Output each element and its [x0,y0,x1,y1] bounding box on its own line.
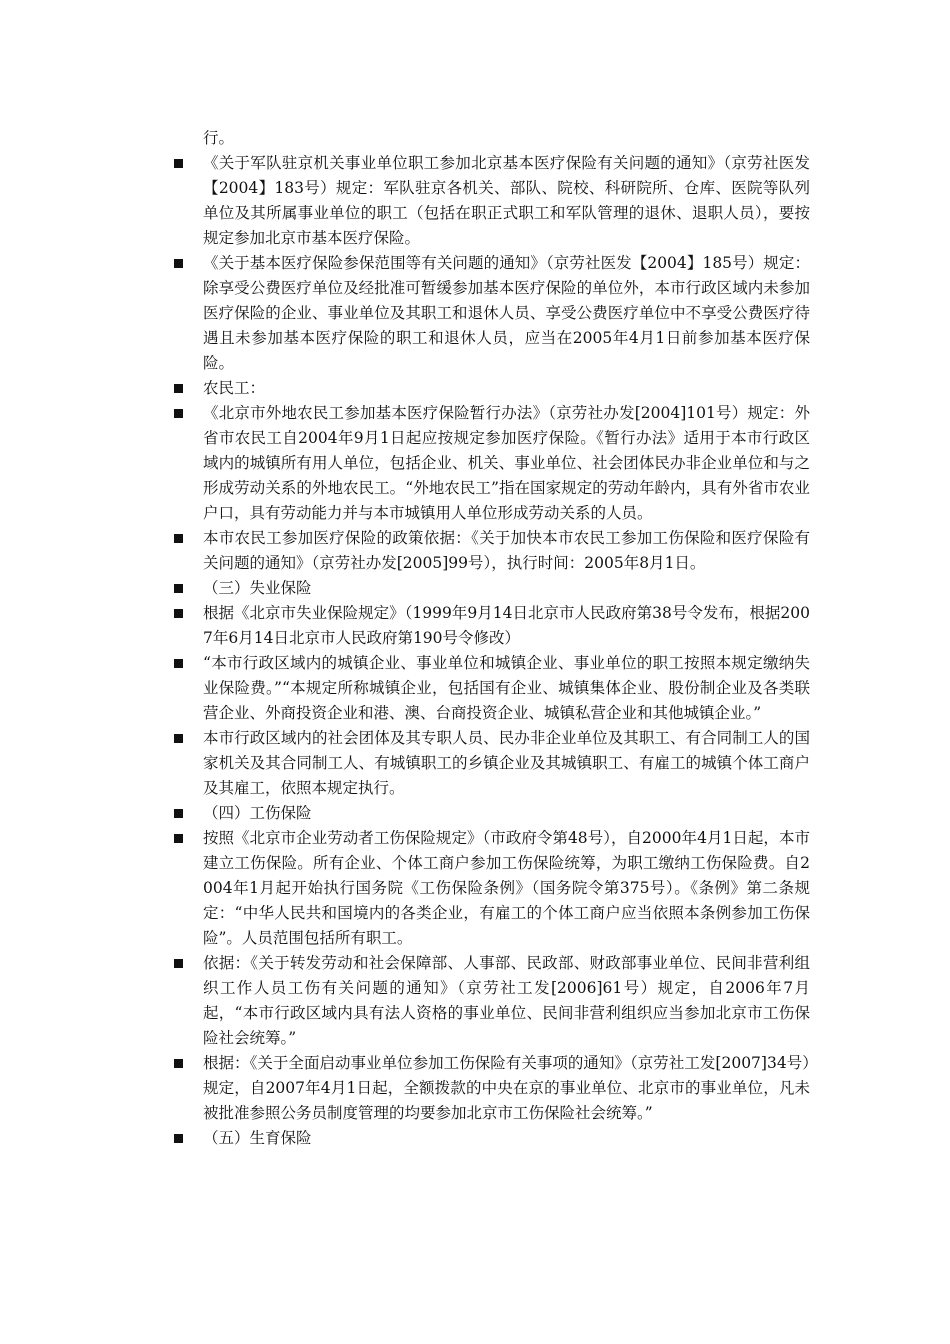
square-bullet-icon [174,409,183,418]
section-heading-unemployment [170,576,810,601]
list-item [170,526,810,576]
square-bullet-icon [174,1134,183,1143]
list-item-text: （三）失业保险 [203,579,312,597]
square-bullet-icon [174,734,183,743]
list-item [170,601,810,651]
square-bullet-icon [174,809,183,818]
square-bullet-icon [174,159,183,168]
list-item-text: 农民工： [203,379,266,397]
square-bullet-icon [174,609,183,618]
list-item-text: 《关于军队驻京机关事业单位职工参加北京基本医疗保险有关问题的通知》（京劳社医发【2004】183号）规定：军队驻京各机关、部队、院校、科研院所、仓库、医院等队列单位及其所属事业单位的职工（包括在职正式职工和军队管理的退休、退职人员），要按规定参加北京市基本医疗保险。 [203,154,810,247]
square-bullet-icon [174,834,183,843]
list-item [170,826,810,951]
list-item-text: 《关于基本医疗保险参保范围等有关问题的通知》（京劳社医发【2004】185号）规定：除享受公费医疗单位及经批准可暂缓参加基本医疗保险的单位外，本市行政区域内未参加医疗保险的企业、事业单位及其职工和退休人员、享受公费医疗单位中不享受公费医疗待遇且未参加基本医疗保险的职工和退休人员，应当在2005年4月1日前参加基本医疗保险。 [203,254,810,372]
section-heading-work-injury [170,801,810,826]
list-item-text: 按照《北京市企业劳动者工伤保险规定》（市政府令第48号），自2000年4月1日起，本市建立工伤保险。所有企业、个体工商户参加工伤保险统筹，为职工缴纳工伤保险费。自2004年1月起开始执行国务院《工伤保险条例》（国务院令第375号）。《条例》第二条规定：“中华人民共和国境内的各类企业，有雇工的个体工商户应当依照本条例参加工伤保险”。人员范围包括所有职工。 [203,829,810,947]
square-bullet-icon [174,259,183,268]
continuation-text: 行。 [203,129,235,147]
list-item [170,251,810,376]
list-item [170,726,810,801]
list-item-text: 根据：《关于全面启动事业单位参加工伤保险有关事项的通知》（京劳社工发[2007]34号）规定，自2007年4月1日起，全额拨款的中央在京的事业单位、北京市的事业单位，凡未被批准参照公务员制度管理的均要参加北京市工伤保险社会统筹。” [203,1054,810,1122]
square-bullet-icon [174,584,183,593]
list-item-text: 依据：《关于转发劳动和社会保障部、人事部、民政部、财政部事业单位、民间非营利组织工作人员工伤有关问题的通知》（京劳社工发[2006]61号）规定，自2006年7月起，“本市行政区域内具有法人资格的事业单位、民间非营利组织应当参加北京市工伤保险社会统筹。” [203,954,810,1047]
list-item [170,376,810,401]
section-heading-maternity [170,1126,810,1151]
list-item-text: 本市行政区域内的社会团体及其专职人员、民办非企业单位及其职工、有合同制工人的国家机关及其合同制工人、有城镇职工的乡镇企业及其城镇职工、有雇工的城镇个体工商户及其雇工，依照本规定执行。 [203,729,810,797]
list-item-text: 本市农民工参加医疗保险的政策依据：《关于加快本市农民工参加工伤保险和医疗保险有关问题的通知》（京劳社办发[2005]99号），执行时间：2005年8月1日。 [203,529,810,572]
square-bullet-icon [174,1059,183,1068]
list-item-text: 根据《北京市失业保险规定》（1999年9月14日北京市人民政府第38号令发布，根据2007年6月14日北京市人民政府第190号令修改） [203,604,810,647]
square-bullet-icon [174,659,183,668]
list-item-text: （五）生育保险 [203,1129,312,1147]
list-item-text: “本市行政区域内的城镇企业、事业单位和城镇企业、事业单位的职工按照本规定缴纳失业保险费。”“本规定所称城镇企业，包括国有企业、城镇集体企业、股份制企业及各类联营企业、外商投资企业和港、澳、台商投资企业、城镇私营企业和其他城镇企业。” [203,654,810,722]
list-item [170,951,810,1051]
list-item-text: 《北京市外地农民工参加基本医疗保险暂行办法》（京劳社办发[2004]101号）规定：外省市农民工自2004年9月1日起应按规定参加医疗保险。《暂行办法》适用于本市行政区域内的城镇所有用人单位，包括企业、机关、事业单位、社会团体民办非企业单位和与之形成劳动关系的外地农民工。“外地农民工”指在国家规定的劳动年龄内，具有外省市农业户口，具有劳动能力并与本市城镇用人单位形成劳动关系的人员。 [203,404,810,522]
bullet-list [170,151,810,1151]
list-item [170,151,810,251]
square-bullet-icon [174,534,183,543]
square-bullet-icon [174,959,183,968]
list-item [170,1051,810,1126]
list-item [170,651,810,726]
list-item-text: （四）工伤保险 [203,804,312,822]
square-bullet-icon [174,384,183,393]
list-item [170,401,810,526]
